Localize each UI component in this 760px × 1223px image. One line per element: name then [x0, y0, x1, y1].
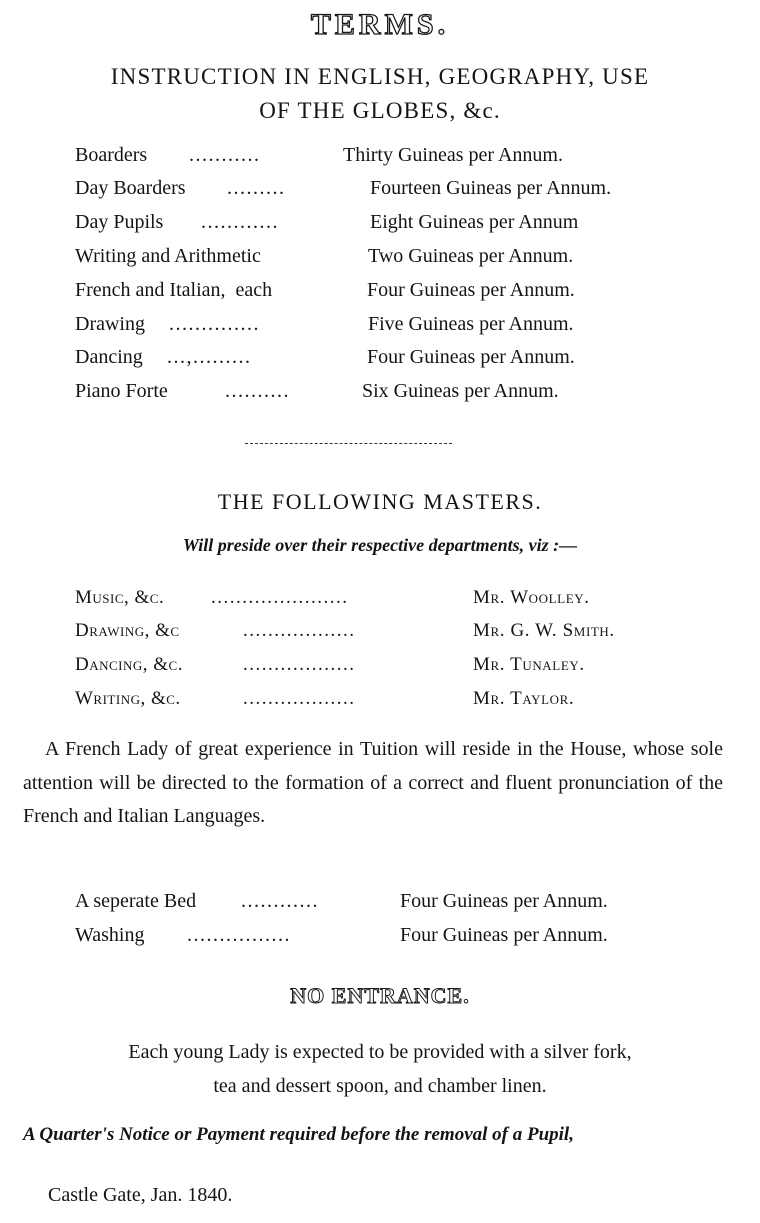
fee-price: Five Guineas per Annum.	[368, 313, 574, 335]
leader-dots: ..........	[225, 380, 290, 402]
requirements-line-2: tea and dessert spoon, and chamber linen.	[213, 1075, 547, 1097]
leader-dots: ...,.........	[167, 346, 252, 368]
fee-item: Day Pupils	[75, 211, 164, 233]
terms-title: TERMS.	[310, 8, 450, 41]
leader-dots: ...........	[189, 144, 261, 166]
french-lady-paragraph: A French Lady of great experience in Tuition will reside in the House, whose sole attention will be directed to the formation of a correct and fluent pronunciation of the French and Italian Languages.	[23, 738, 723, 827]
fee-price: Four Guineas per Annum.	[367, 279, 575, 301]
extra-item: Washing	[75, 924, 145, 946]
section-divider	[245, 443, 452, 444]
master-row	[75, 620, 715, 650]
leader-dots: ..................	[243, 620, 356, 641]
fee-row	[75, 245, 715, 275]
fee-row	[75, 380, 715, 410]
leader-dots: ......................	[211, 587, 349, 608]
fee-price: Fourteen Guineas per Annum.	[370, 177, 612, 199]
leader-dots: ............	[241, 890, 319, 912]
extra-row	[75, 890, 715, 920]
fee-row	[75, 177, 715, 207]
requirements-line-1: Each young Lady is expected to be provided with a silver fork,	[128, 1041, 632, 1063]
fee-item: Drawing	[75, 313, 145, 335]
fee-row	[75, 279, 715, 309]
leader-dots: .........	[227, 177, 286, 199]
master-name: Mr. Taylor.	[473, 688, 575, 709]
extra-price: Four Guineas per Annum.	[400, 924, 608, 946]
master-row	[75, 654, 715, 684]
masters-heading: THE FOLLOWING MASTERS.	[217, 489, 543, 514]
subtitle-line-2: OF THE GLOBES, &c.	[259, 98, 501, 123]
master-name: Mr. Tunaley.	[473, 654, 585, 675]
fee-price: Four Guineas per Annum.	[367, 346, 575, 368]
fee-item: Day Boarders	[75, 177, 186, 199]
fee-price: Eight Guineas per Annum	[370, 211, 579, 233]
fee-price: Six Guineas per Annum.	[362, 380, 559, 402]
fee-item: Piano Forte	[75, 380, 168, 402]
department: Drawing, &c	[75, 620, 180, 641]
notice: A Quarter's Notice or Payment required before the removal of a Pupil,	[23, 1124, 574, 1145]
fee-row	[75, 144, 715, 174]
leader-dots: ..............	[169, 313, 260, 335]
extra-price: Four Guineas per Annum.	[400, 890, 608, 912]
masters-intro: Will preside over their respective departments, viz :—	[182, 535, 578, 555]
no-entrance-heading: NO ENTRANCE.	[290, 983, 470, 1008]
leader-dots: ............	[201, 211, 279, 233]
department: Music, &c.	[75, 587, 165, 608]
fee-price: Two Guineas per Annum.	[368, 245, 574, 267]
master-name: Mr. Woolley.	[473, 587, 590, 608]
extra-item: A seperate Bed	[75, 890, 197, 912]
fee-row	[75, 211, 715, 241]
master-row	[75, 688, 715, 718]
department: Writing, &c.	[75, 688, 181, 709]
fee-price: Thirty Guineas per Annum.	[343, 144, 563, 166]
fee-item: Boarders	[75, 144, 148, 166]
leader-dots: ................	[187, 924, 291, 946]
fee-row	[75, 346, 715, 376]
master-row	[75, 587, 715, 617]
footer-dateline: Castle Gate, Jan. 1840.	[48, 1184, 233, 1206]
subtitle-line-1: INSTRUCTION IN ENGLISH, GEOGRAPHY, USE	[110, 64, 650, 89]
leader-dots: ..................	[243, 654, 356, 675]
fee-item: Writing and Arithmetic	[75, 245, 261, 267]
fee-row	[75, 313, 715, 343]
leader-dots: ..................	[243, 688, 356, 709]
master-name: Mr. G. W. Smith.	[473, 620, 615, 641]
fee-item: French and Italian, each	[75, 279, 273, 301]
department: Dancing, &c.	[75, 654, 183, 675]
extra-row	[75, 924, 715, 954]
fee-item: Dancing	[75, 346, 143, 368]
